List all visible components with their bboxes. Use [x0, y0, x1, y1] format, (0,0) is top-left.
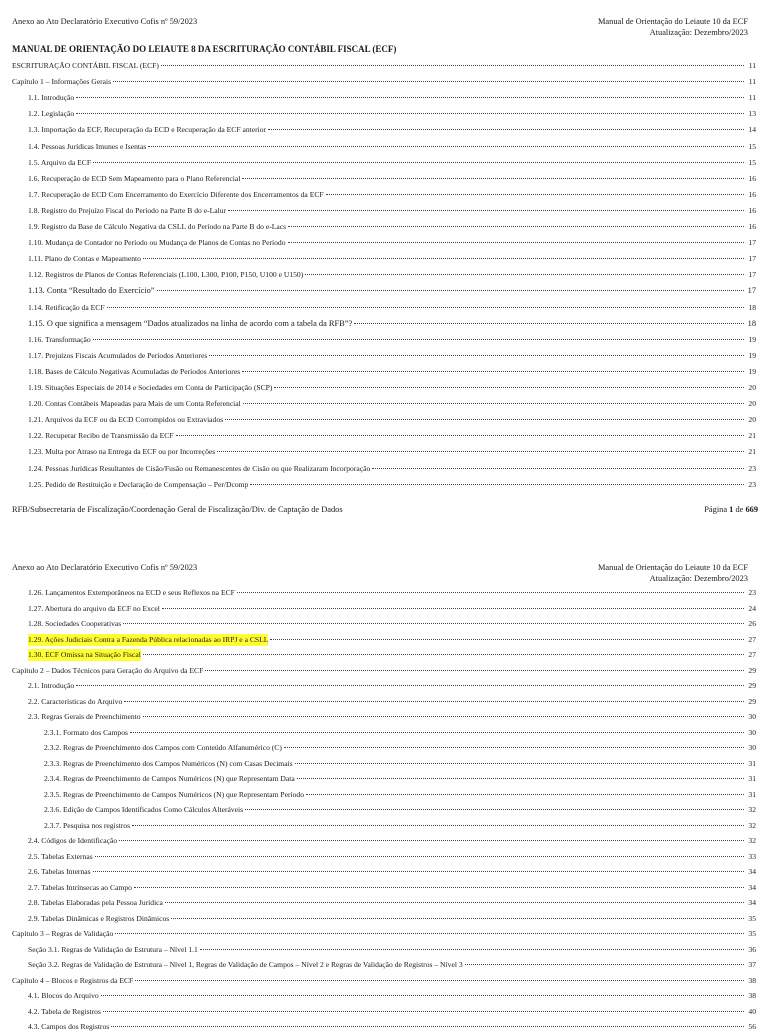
toc-entry[interactable] [12, 285, 756, 297]
toc-entry[interactable] [12, 587, 756, 599]
dot-leader [143, 716, 744, 717]
toc-entry-title: 2.3. Regras Gerais de Preenchimento [28, 712, 141, 721]
document-page-2 [0, 546, 768, 1031]
dot-leader [130, 732, 744, 733]
toc-entry-title: 1.5. Arquivo da ECF [28, 157, 92, 167]
toc-entry[interactable] [12, 618, 756, 630]
dot-leader [95, 856, 744, 857]
toc-entry-title: 1.3. Importação da ECF, Recuperação da ECD e Recuperação da ECF anterior [28, 125, 267, 135]
toc-entry-page-number: 19 [748, 334, 756, 344]
toc-entry[interactable] [12, 944, 756, 956]
toc-entry[interactable] [12, 742, 756, 754]
toc-entry-page-number: 38 [748, 975, 756, 985]
toc-entry-title: 2.9. Tabelas Dinâmicas e Registros Dinâmicos [28, 913, 170, 923]
toc-entry-title: 1.18. Bases de Cálculo Negativas Acumuladas de Períodos Anteriores [28, 366, 241, 376]
toc-entry[interactable] [12, 727, 756, 739]
toc-entry[interactable] [12, 430, 756, 442]
toc-entry-page-number: 34 [748, 898, 756, 907]
dot-leader [242, 371, 744, 372]
toc-entry[interactable] [12, 866, 756, 878]
toc-entry-title: 1.26. Lançamentos Extemporâneos na ECD e seus Reflexos na ECF [28, 588, 235, 597]
toc-entry-page-number: 20 [748, 399, 756, 409]
header-manual-name: Manual de Orientação do Leiaute 10 da ECF [597, 17, 748, 26]
toc-entry-title: 1.29. Ações Judiciais Contra a Fazenda Pública relacionadas ao IRPJ e a CSLL [28, 634, 269, 644]
toc-entry-title: 1.2. Legislação [28, 109, 75, 119]
toc-entry[interactable] [12, 928, 756, 940]
dot-leader [124, 701, 744, 702]
dot-leader [274, 387, 744, 388]
toc-entry[interactable] [12, 851, 756, 863]
toc-entry-page-number: 19 [748, 366, 756, 376]
toc-entry[interactable] [12, 990, 756, 1002]
toc-entry-title: 4.2. Tabela de Registros [28, 1006, 101, 1016]
dot-leader [134, 887, 744, 888]
toc-entry-title: 2.3.3. Regras de Preenchimento dos Campos Numéricos (N) com Casas Decimais [44, 758, 293, 768]
toc-entry-title: 1.27. Abertura do arquivo da ECF no Excel [28, 603, 160, 613]
dot-leader [107, 307, 744, 308]
toc-entry-page-number: 13 [748, 109, 756, 119]
toc-entry[interactable] [12, 665, 756, 677]
toc-entry[interactable] [12, 820, 756, 832]
toc-entry[interactable] [12, 92, 756, 104]
footer-page-of: de [735, 505, 744, 514]
dot-leader [242, 178, 744, 179]
header-update-date: Atualização: Dezembro/2023 [649, 27, 748, 37]
toc-entry-title: 1.13. Conta “Resultado do Exercício” [28, 286, 155, 296]
toc-entry-page-number: 11 [748, 93, 756, 103]
toc-entry-page-number: 17 [747, 286, 756, 296]
toc-entry-page-number: 18 [748, 302, 756, 312]
toc-entry-title: 2.3.4. Regras de Preenchimento de Campos Numéricos (N) que Representam Data [44, 774, 295, 783]
toc-entry[interactable] [12, 835, 756, 847]
dot-leader [306, 794, 744, 795]
dot-leader [243, 403, 744, 404]
toc-entry-title: 1.28. Sociedades Cooperativas [28, 619, 122, 628]
toc-entry-title: 1.17. Prejuízos Fiscais Acumulados de Períodos Anteriores [28, 350, 208, 360]
toc-entry[interactable] [12, 269, 756, 281]
toc-entry-page-number: 32 [748, 805, 756, 814]
toc-entry[interactable] [12, 446, 756, 458]
toc-entry[interactable] [12, 463, 756, 475]
toc-entry[interactable] [12, 649, 756, 661]
toc-entry-page-number: 17 [748, 238, 756, 248]
toc-entry-page-number: 34 [748, 882, 756, 892]
toc-entry-page-number: 17 [748, 254, 756, 264]
footer-page-current: 1 [729, 505, 734, 514]
toc-entry-page-number: 23 [748, 588, 756, 597]
toc-entry-page-number: 31 [748, 774, 756, 783]
toc-entry-title: 1.11. Plano de Contas e Mapeamento [28, 254, 141, 264]
toc-entry[interactable] [12, 302, 756, 314]
toc-entry[interactable] [12, 253, 756, 265]
footer-page-total: 669 [745, 505, 758, 514]
toc-entry[interactable] [12, 634, 756, 646]
dot-leader [135, 980, 744, 981]
toc-entry[interactable] [12, 804, 756, 816]
toc-entry-title: 1.6. Recuperação de ECD Sem Mapeamento para o Plano Referencial [28, 173, 241, 183]
toc-entry[interactable] [12, 603, 756, 615]
toc-entry-title: 1.30. ECF Omissa na Situação Fiscal [28, 650, 141, 659]
toc-entry-page-number: 16 [748, 189, 756, 199]
toc-entry[interactable] [12, 124, 756, 136]
toc-entry[interactable] [12, 334, 756, 346]
toc-entry-page-number: 31 [748, 789, 756, 799]
toc-entry-page-number: 40 [748, 1006, 756, 1016]
dot-leader [119, 840, 744, 841]
toc-entry-page-number: 29 [748, 665, 756, 675]
toc-entry-page-number: 21 [748, 431, 756, 441]
page-separator [0, 530, 768, 546]
toc-entry-page-number: 31 [748, 758, 756, 768]
dot-leader [113, 81, 744, 82]
footer-left: RFB/Subsecretaria de Fiscalização/Coordenação Geral de Fiscalização/Div. de Captação de Dados [12, 505, 343, 514]
dot-leader [372, 468, 744, 469]
toc-entry-page-number: 35 [748, 913, 756, 923]
toc-entry[interactable] [12, 108, 756, 120]
dot-leader [93, 339, 744, 340]
toc-entry[interactable] [12, 366, 756, 378]
toc-entry[interactable] [12, 60, 756, 72]
toc-entry[interactable] [12, 773, 756, 785]
toc-entry[interactable] [12, 913, 756, 925]
toc-entry-title: 1.15. O que significa a mensagem “Dados atualizados na linha de acordo com a tabela da RFB”? [28, 318, 353, 328]
header-left: Anexo ao Ato Declaratório Executivo Cofis nº 59/2023 [12, 17, 198, 26]
dot-leader [111, 1026, 744, 1027]
dot-leader [76, 685, 744, 686]
toc-entry-page-number: 26 [748, 619, 756, 628]
toc-entry-page-number: 15 [748, 141, 756, 151]
toc-entry[interactable] [12, 76, 756, 88]
toc-entry[interactable] [12, 479, 756, 491]
dot-leader [165, 902, 744, 903]
toc-entry-title: 1.16. Transformação [28, 334, 91, 344]
toc-entry-title: 2.2. Características do Arquivo [28, 696, 123, 706]
toc-entry-title: 1.4. Pessoas Jurídicas Imunes e Isentas [28, 141, 147, 151]
toc-entry-title: 1.25. Pedido de Restituição e Declaração de Compensação – Per/Dcomp [28, 479, 249, 489]
toc-entry-page-number: 30 [748, 712, 756, 721]
dot-leader [270, 639, 744, 640]
toc-entry-page-number: 37 [748, 960, 756, 969]
toc-entry-page-number: 32 [748, 836, 756, 845]
toc-entry-title: 1.24. Pessoas Jurídicas Resultantes de Cisão/Fusão ou Remanescentes de Cisão ou que Realizaram Incorporação [28, 463, 371, 473]
toc-entry-page-number: 20 [748, 383, 756, 392]
header-update-date: Atualização: Dezembro/2023 [649, 573, 748, 583]
dot-leader [76, 97, 744, 98]
header-right [598, 563, 748, 584]
toc-entry[interactable] [12, 398, 756, 410]
dot-leader [465, 964, 744, 965]
toc-entry-title: 2.7. Tabelas Intrínsecas ao Campo [28, 882, 132, 892]
dot-leader [225, 419, 744, 420]
toc-entry-page-number: 56 [748, 1022, 756, 1031]
toc-entry-title: 2.3.2. Regras de Preenchimento dos Campos com Conteúdo Alfanumérico (C) [44, 743, 282, 752]
toc-entry[interactable] [12, 382, 756, 394]
toc-entry-title: 2.8. Tabelas Elaboradas pela Pessoa Jurídica [28, 898, 163, 907]
toc-entry[interactable] [12, 758, 756, 770]
toc-entry-title: Seção 3.2. Regras de Validação de Estrutura – Nível 1, Regras de Validação de Campos – Nível 2 e Regras de Validação de Registros – Nível 3 [28, 960, 463, 969]
toc-entry-title: 1.23. Multa por Atraso na Entrega da ECF ou por Incorreções [28, 447, 216, 457]
dot-leader [284, 747, 744, 748]
dot-leader [205, 670, 744, 671]
manual-title: MANUAL DE ORIENTAÇÃO DO LEIAUTE 8 DA ESCRITURAÇÃO CONTÁBIL FISCAL (ECF) [12, 44, 397, 54]
toc-entry-title: 1.14. Retificação da ECF [28, 302, 105, 312]
toc-entry-page-number: 16 [748, 222, 756, 231]
dot-leader [228, 210, 744, 211]
toc-entry-page-number: 27 [748, 650, 756, 659]
toc-entry[interactable] [12, 959, 756, 971]
toc-entry-title: ESCRITURAÇÃO CONTÁBIL FISCAL (ECF) [12, 61, 159, 70]
toc-entry[interactable] [12, 975, 756, 987]
toc-entry-title: 2.1. Introdução [28, 681, 75, 690]
toc-entry-title: 1.9. Registro da Base de Cálculo Negativa da CSLL do Período na Parte B do e-Lacs [28, 222, 287, 231]
dot-leader [162, 608, 744, 609]
toc-entry[interactable] [12, 882, 756, 894]
toc-entry[interactable] [12, 221, 756, 233]
dot-leader [268, 129, 744, 130]
dot-leader [217, 451, 744, 452]
toc-entry-title: 1.21. Arquivos da ECF ou da ECD Corrompidos ou Extraviados [28, 415, 224, 425]
dot-leader [148, 146, 744, 147]
toc-entry-title: Capítulo 1 – Informações Gerais [12, 77, 112, 87]
dot-leader [171, 918, 744, 919]
dot-leader [176, 435, 744, 436]
toc-entry[interactable] [12, 680, 756, 692]
dot-leader [115, 933, 744, 934]
dot-leader [288, 242, 744, 243]
toc-entry[interactable] [12, 1006, 756, 1018]
toc-entry[interactable] [12, 189, 756, 201]
toc-entry-page-number: 30 [748, 727, 756, 737]
toc-entry-page-number: 34 [748, 867, 756, 876]
toc-entry-title: 1.12. Registros de Planos de Contas Referenciais (L100, L300, P100, P150, U100 e U150) [28, 270, 304, 280]
header-left: Anexo ao Ato Declaratório Executivo Cofis nº 59/2023 [12, 563, 198, 572]
dot-leader [209, 355, 744, 356]
toc-entry-title: 2.3.5. Regras de Preenchimento de Campos Numéricos (N) que Representam Período [44, 789, 305, 799]
dot-leader [132, 825, 744, 826]
dot-leader [161, 65, 744, 66]
dot-leader [354, 323, 744, 324]
toc-entry-page-number: 15 [748, 157, 756, 167]
footer-page-label: Página [704, 505, 728, 514]
toc-entry-page-number: 16 [748, 173, 756, 183]
toc-entry[interactable] [12, 350, 756, 362]
toc-entry-page-number: 19 [748, 350, 756, 360]
dot-leader [93, 871, 744, 872]
toc-entry-page-number: 36 [748, 944, 756, 954]
dot-leader [250, 484, 744, 485]
dot-leader [103, 1011, 744, 1012]
toc-entry[interactable] [12, 414, 756, 426]
toc-entry-title: 2.4. Códigos de Identificação [28, 836, 118, 845]
toc-entry[interactable] [12, 711, 756, 723]
toc-entry[interactable] [12, 157, 756, 169]
toc-entry[interactable] [12, 1021, 756, 1033]
toc-entry-page-number: 23 [748, 479, 756, 489]
toc-entry[interactable] [12, 205, 756, 217]
toc-entry[interactable] [12, 789, 756, 801]
dot-leader [157, 290, 744, 291]
toc-entry-title: 1.7. Recuperação de ECD Com Encerramento do Exercício Diferente dos Encerramentos da ECF [28, 189, 324, 199]
toc-entry-page-number: 24 [748, 603, 756, 613]
toc-entry[interactable] [12, 897, 756, 909]
toc-entry-page-number: 14 [748, 125, 756, 135]
toc-entry[interactable] [12, 173, 756, 185]
toc-entry-page-number: 27 [748, 634, 756, 644]
dot-leader [143, 654, 744, 655]
dot-leader [93, 162, 744, 163]
dot-leader [76, 113, 744, 114]
dot-leader [326, 194, 744, 195]
toc-entry[interactable] [12, 237, 756, 249]
toc-entry-page-number: 17 [748, 270, 756, 280]
dot-leader [237, 592, 744, 593]
toc-entry-title: 2.3.6. Edição de Campos Identificados Como Cálculos Alteráveis [44, 805, 244, 814]
toc-entry-title: 1.10. Mudança de Contador no Período ou Mudança de Planos de Contas no Período [28, 238, 286, 248]
toc-entry-title: 4.3. Campos dos Registros [28, 1022, 110, 1031]
toc-entry-page-number: 33 [748, 851, 756, 861]
toc-entry-title: 1.19. Situações Especiais de 2014 e Sociedades em Conta de Participação (SCP) [28, 383, 273, 392]
header-manual-name: Manual de Orientação do Leiaute 10 da ECF [597, 563, 748, 572]
header-right [598, 17, 748, 38]
toc-entry-title: 1.1. Introdução [28, 93, 75, 103]
toc-entry-title: Capítulo 2 – Dados Técnicos para Geração do Arquivo da ECF [12, 665, 204, 675]
toc-entry-title: 1.8. Registro do Prejuízo Fiscal do Período na Parte B do e-Lalur [28, 205, 227, 215]
toc-entry-title: 1.22. Recuperar Recibo de Transmissão da ECF [28, 431, 174, 441]
toc-entry-page-number: 16 [748, 205, 756, 215]
dot-leader [245, 809, 744, 810]
toc-entry-page-number: 23 [748, 463, 756, 473]
toc-entry-page-number: 18 [747, 318, 756, 328]
dot-leader [288, 226, 744, 227]
toc-entry-page-number: 35 [748, 929, 756, 938]
toc-entry-title: Capítulo 4 – Blocos e Registros da ECF [12, 975, 134, 985]
toc-entry-page-number: 11 [748, 77, 756, 87]
toc-entry-title: Seção 3.1. Regras de Validação de Estrutura – Nível 1.1 [28, 944, 198, 954]
toc-entry-title: 2.5. Tabelas Externas [28, 851, 93, 861]
toc-entry-page-number: 11 [748, 61, 756, 70]
toc-entry-title: 2.3.1. Formato dos Campos [44, 727, 128, 737]
toc-entry-page-number: 21 [748, 447, 756, 457]
toc-entry-page-number: 30 [748, 743, 756, 752]
toc-entry[interactable] [12, 696, 756, 708]
toc-entry[interactable] [12, 318, 756, 330]
toc-entry[interactable] [12, 141, 756, 153]
toc-entry-title: 2.3.7. Pesquisa nos registros [44, 820, 131, 830]
toc-entry-title: 2.6. Tabelas Internas [28, 867, 91, 876]
toc-entry-page-number: 32 [748, 820, 756, 830]
dot-leader [295, 763, 744, 764]
dot-leader [143, 258, 744, 259]
toc-entry-page-number: 20 [748, 415, 756, 425]
dot-leader [101, 995, 744, 996]
dot-leader [305, 274, 744, 275]
toc-entry-title: 4.1. Blocos do Arquivo [28, 991, 99, 1000]
toc-entry-title: Capítulo 3 – Regras de Validação [12, 929, 114, 938]
footer-page-number [704, 505, 758, 514]
dot-leader [297, 778, 744, 779]
toc-entry-page-number: 38 [748, 991, 756, 1000]
dot-leader [123, 623, 744, 624]
toc-entry-page-number: 29 [748, 696, 756, 706]
toc-entry-page-number: 29 [748, 681, 756, 690]
toc-entry-title: 1.20. Contas Contábeis Mapeadas para Mais de um Conta Referencial [28, 399, 241, 409]
dot-leader [200, 949, 744, 950]
